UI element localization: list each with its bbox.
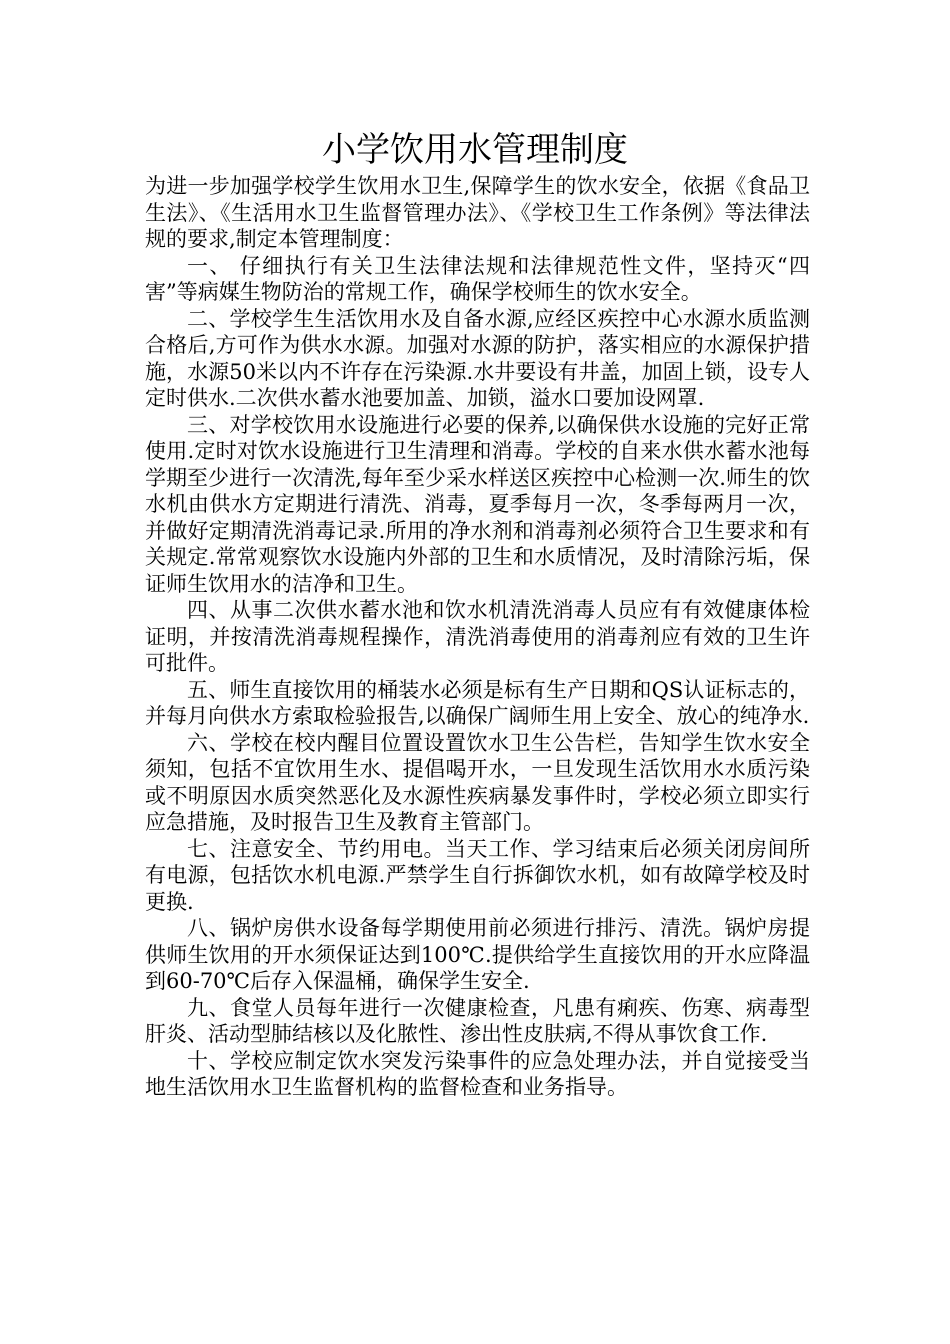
section-5: 五、师生直接饮用的桶装水必须是标有生产日期和QS认证标志的，并每月向供水方索取检验报告,以确保广阔师生用上安全、放心的纯净水. [145,677,810,728]
document-title: 小学饮用水管理制度 [322,130,628,170]
document-body [145,173,810,1101]
section-3: 三、对学校饮用水设施进行必要的保养,以确保供水设施的完好正常使用.定时对饮水设施进行卫生清理和消毒。学校的自来水供水蓄水池每学期至少进行一次清洗,每年至少采水样送区疾控中心检测一次.师生的饮水机由供水方定期进行清洗、消毒，夏季每月一次，冬季每两月一次，并做好定期清洗消毒记录.所用的净水剂和消毒剂必须符合卫生要求和有关规定.常常观察饮水设施内外部的卫生和水质情况，及时清除污垢，保证师生饮用水的洁净和卫生。 [145,412,810,596]
section-4: 四、从事二次供水蓄水池和饮水机清洗消毒人员应有有效健康体检证明，并按清洗消毒规程操作，清洗消毒使用的消毒剂应有效的卫生许可批件。 [145,598,810,675]
section-7: 七、注意安全、节约用电。当天工作、学习结束后必须关闭房间所有电源，包括饮水机电源.严禁学生自行拆御饮水机，如有故障学校及时更换. [145,836,810,914]
intro-paragraph: 为进一步加强学校学生饮用水卫生,保障学生的饮水安全，依据《食品卫生法》、《生活用水卫生监督管理办法》、《学校卫生工作条例》等法律法规的要求,制定本管理制度： [145,174,810,251]
section-8: 八、锅炉房供水设备每学期使用前必须进行排污、清洗。锅炉房提供师生饮用的开水须保证达到100℃.提供给学生直接饮用的开水应降温到60-70℃后存入保温桶，确保学生安全. [145,916,810,993]
section-9: 九、食堂人员每年进行一次健康检查，凡患有痢疾、伤寒、病毒型肝炎、活动型肺结核以及化脓性、渗出性皮肤病,不得从事饮食工作. [145,995,810,1046]
section-2: 二、学校学生生活饮用水及自备水源,应经区疾控中心水源水质监测合格后,方可作为供水水源。加强对水源的防护，落实相应的水源保护措施，水源50米以内不许存在污染源.水井要设有井盖，加固上锁，设专人定时供水.二次供水蓄水池要加盖、加锁，溢水口要加设网罩. [145,306,810,410]
section-6: 六、学校在校内醒目位置设置饮水卫生公告栏，告知学生饮水安全须知，包括不宜饮用生水、提倡喝开水，一旦发现生活饮用水水质污染或不明原因水质突然恶化及水源性疾病暴发事件时，学校必须立即实行应急措施，及时报告卫生及教育主管部门。 [145,730,810,834]
section-10: 十、学校应制定饮水突发污染事件的应急处理办法，并自觉接受当地生活饮用水卫生监督机构的监督检查和业务指导。 [145,1048,810,1099]
section-1: 一、 仔细执行有关卫生法律法规和法律规范性文件，坚持灭“四害”等病媒生物防治的常规工作，确保学校师生的饮水安全。 [145,253,810,304]
